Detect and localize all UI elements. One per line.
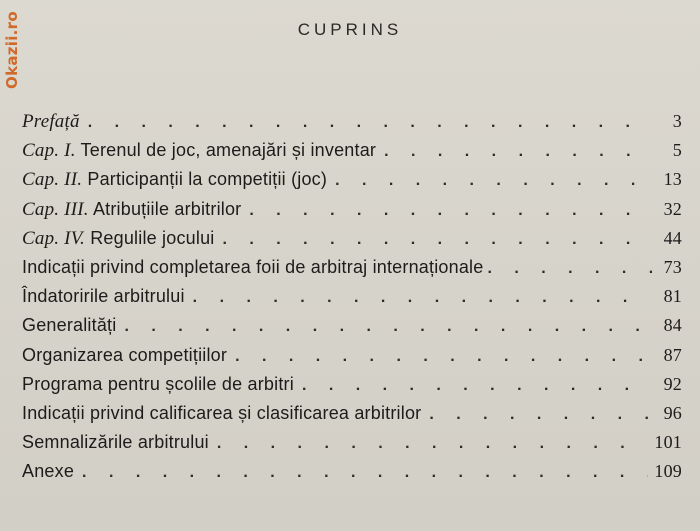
toc-entry [22, 228, 682, 257]
watermark-logo [2, 4, 22, 96]
toc-entry [22, 315, 682, 344]
dot-leader [217, 435, 648, 453]
toc-entry [22, 461, 682, 490]
toc-entry [22, 199, 682, 228]
toc-entry [22, 257, 682, 286]
table-of-contents [22, 111, 682, 490]
toc-page-number: 13 [663, 169, 682, 190]
toc-entry [22, 432, 682, 461]
toc-entry-text: Regulile jocului [90, 227, 215, 248]
toc-page-number: 81 [663, 286, 682, 307]
dot-leader [82, 464, 648, 482]
toc-entry-prefix: Cap. IV. [22, 227, 86, 249]
toc-page-number: 32 [663, 198, 682, 219]
toc-entry-label: Indicații privind completarea foii de arbitraj internaționale [22, 256, 484, 277]
toc-entry-label [22, 199, 241, 221]
toc-page-number: 44 [663, 227, 682, 248]
toc-page-number: 84 [663, 315, 682, 336]
toc-entry-label: Semnalizările arbitrului [22, 432, 209, 453]
toc-page-number: 101 [654, 432, 682, 453]
toc-entry-label: Îndatoririle arbitrului [22, 286, 185, 307]
toc-entry-prefix: Cap. III. [22, 198, 89, 220]
toc-page-number: 87 [663, 344, 682, 365]
dot-leader [235, 348, 648, 366]
toc-entry [22, 286, 682, 315]
toc-page-number: 109 [654, 461, 682, 482]
dot-leader [193, 289, 648, 307]
toc-entry-label: Indicații privind calificarea și clasificarea arbitrilor [22, 402, 422, 423]
dot-leader [487, 260, 652, 278]
toc-entry [22, 403, 682, 432]
toc-entry [22, 374, 682, 403]
dot-leader [302, 377, 648, 395]
toc-entry [22, 140, 682, 169]
dot-leader [223, 231, 649, 249]
toc-entry-label [22, 111, 80, 133]
toc-entry-prefix: Prefață [22, 111, 80, 132]
dot-leader [249, 202, 648, 220]
toc-page-number: 92 [663, 373, 682, 394]
toc-entry [22, 169, 682, 198]
toc-entry-label: Generalități [22, 315, 117, 336]
page-title: CUPRINS [297, 20, 403, 39]
toc-entry-label [22, 140, 376, 162]
toc-entry-label: Programa pentru școlile de arbitri [22, 373, 294, 394]
toc-page-number: 5 [672, 140, 682, 161]
toc-entry-prefix: Cap. I. [22, 140, 76, 162]
dot-leader [429, 406, 648, 424]
toc-entry-text: Atribuțiile arbitrilor [92, 198, 242, 219]
toc-entry-label [22, 169, 327, 191]
toc-entry-label [22, 228, 215, 250]
dot-leader [88, 114, 648, 132]
toc-entry-text: Terenul de joc, amenajări și inventar [80, 140, 377, 161]
watermark-text: Okazii.ro [3, 11, 21, 89]
toc-entry-prefix: Cap. II. [22, 169, 83, 191]
toc-page-number: 73 [663, 256, 682, 277]
toc-entry [22, 111, 682, 140]
toc-page-number: 3 [672, 111, 682, 131]
toc-entry [22, 345, 682, 374]
dot-leader [124, 318, 648, 336]
toc-entry-text: Participanții la competiții (joc) [87, 169, 328, 190]
toc-entry-label: Anexe [22, 461, 75, 482]
toc-page-number: 96 [663, 402, 682, 423]
dot-leader [384, 143, 648, 161]
toc-entry-label: Organizarea competițiilor [22, 344, 228, 365]
dot-leader [335, 172, 648, 190]
